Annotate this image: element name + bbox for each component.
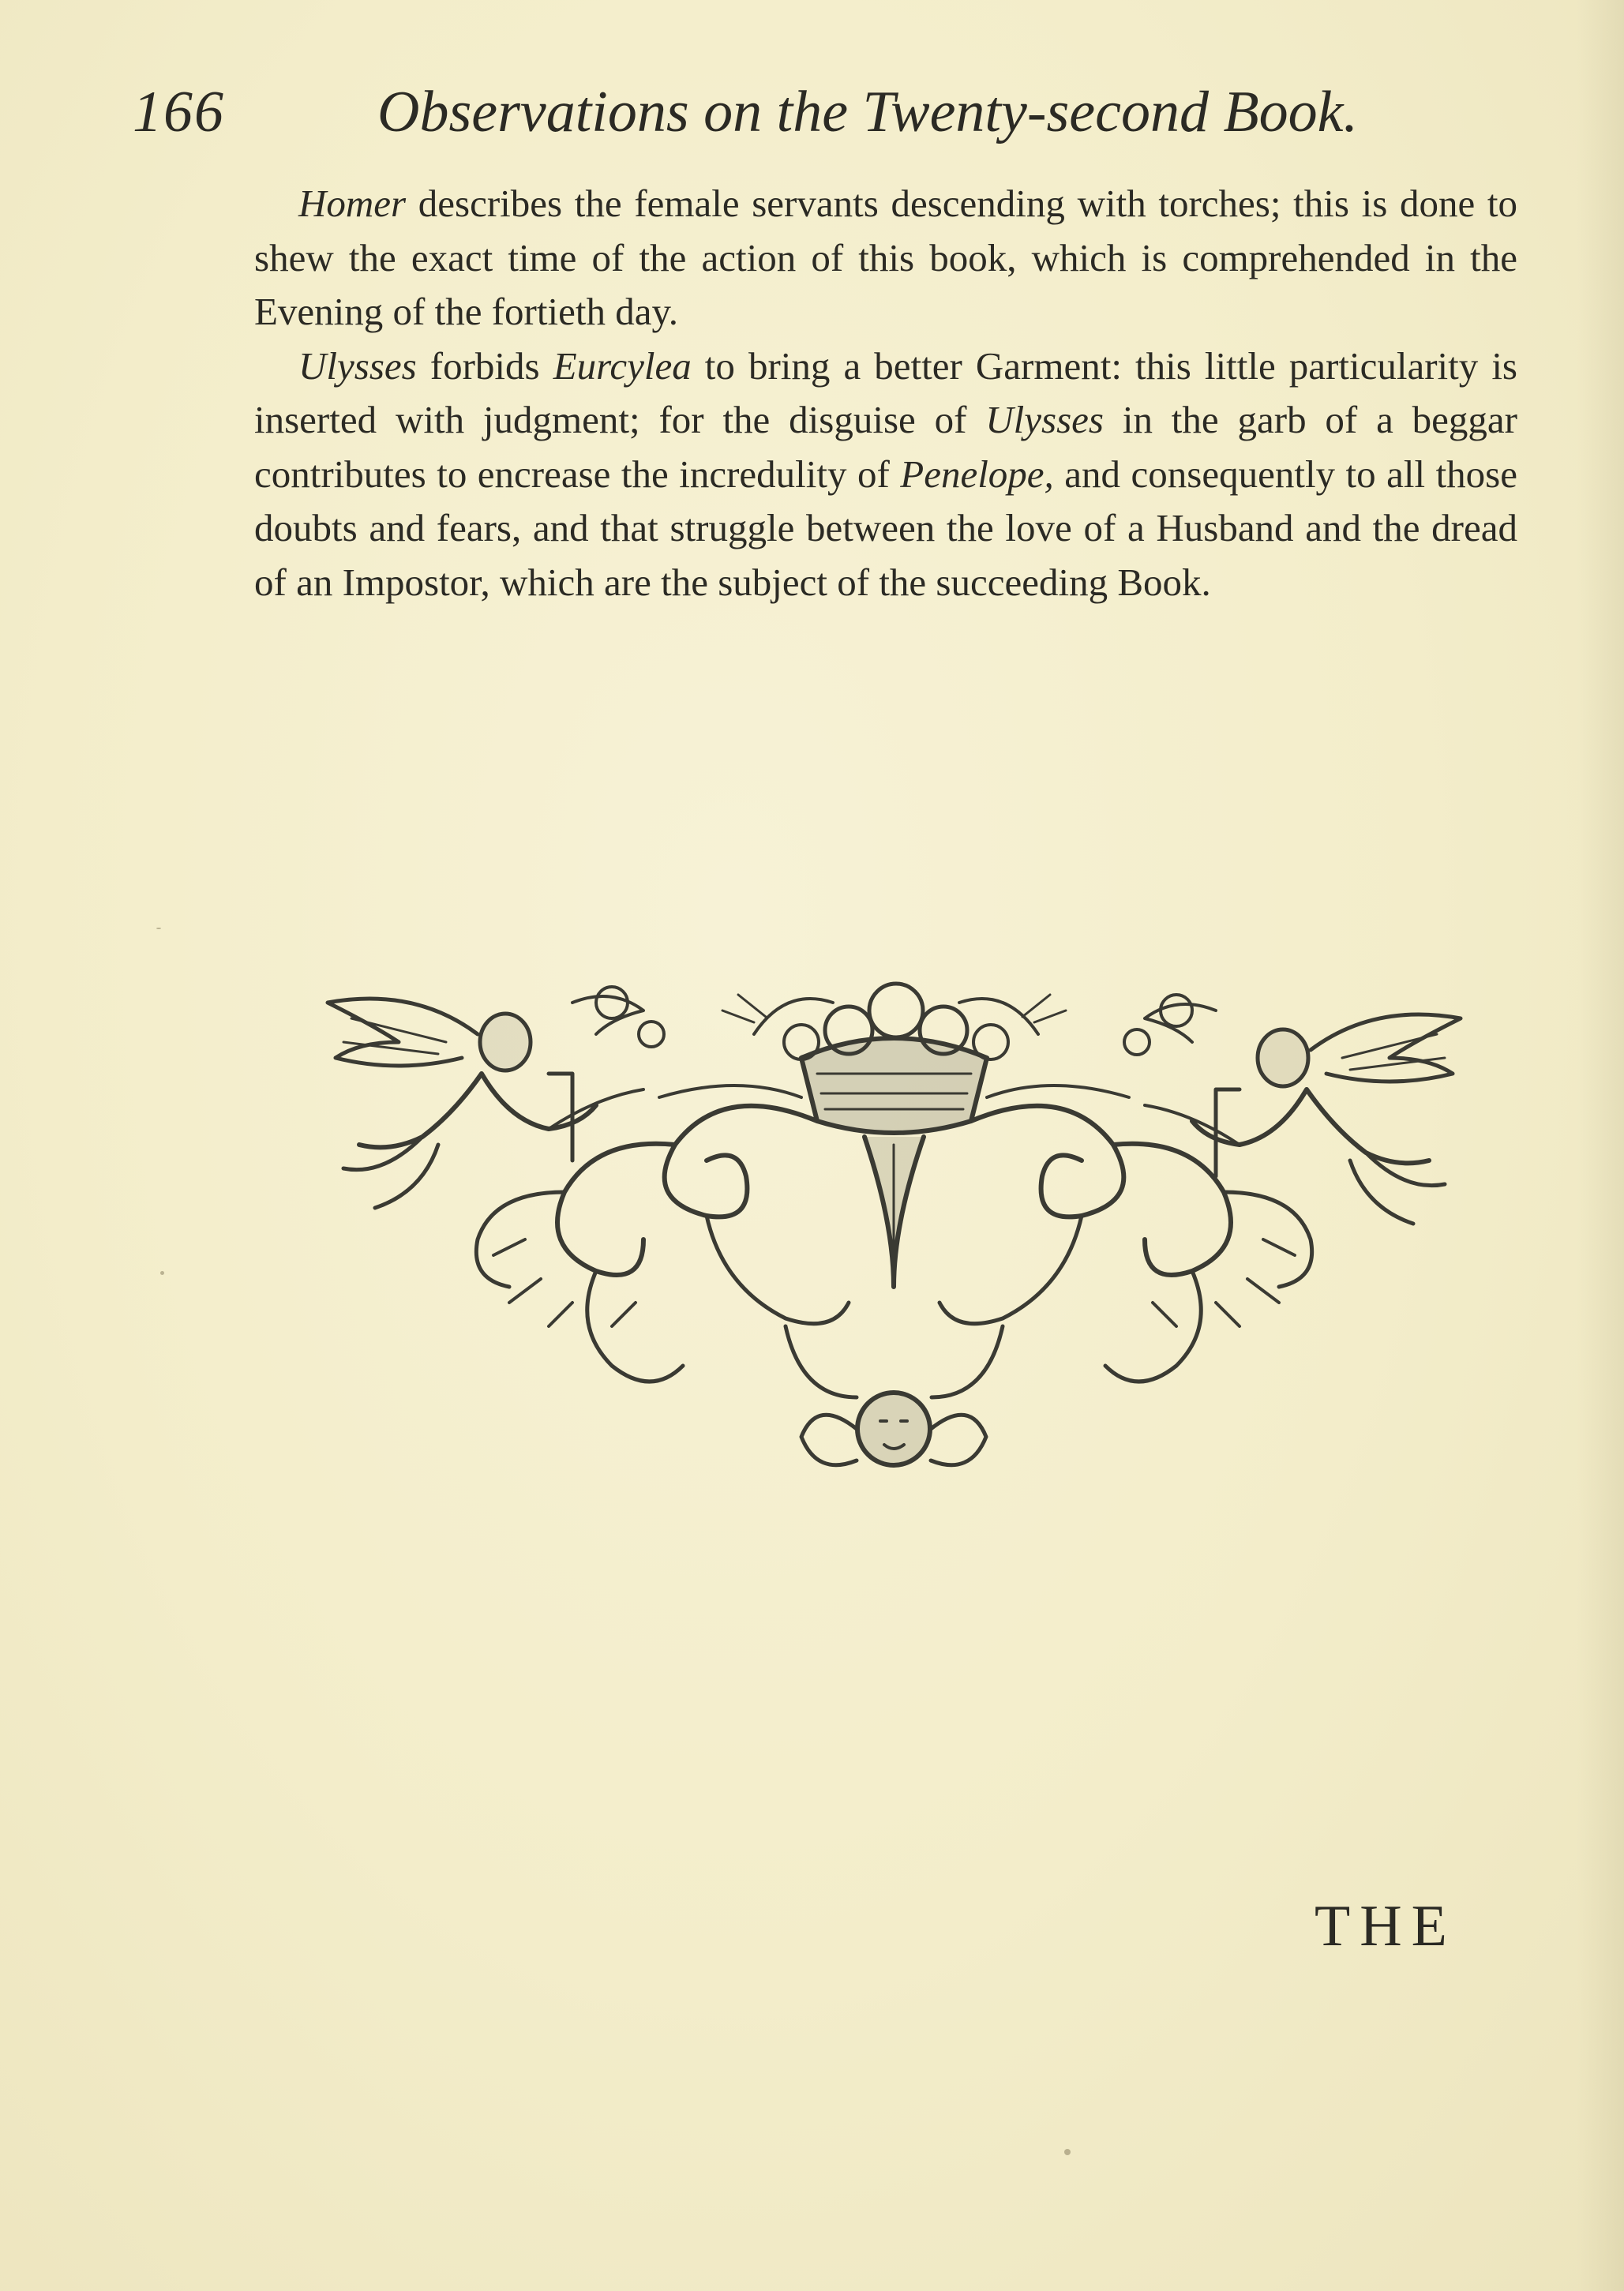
page-edge-shadow (1577, 0, 1624, 2291)
italic-name: Penelope, (900, 452, 1054, 496)
page-header (126, 79, 1390, 158)
italic-name: Homer (298, 182, 407, 225)
italic-name: Ulysses (298, 343, 417, 388)
text-run: forbids (416, 343, 553, 388)
paper-speck (156, 928, 161, 929)
italic-name: Eurcylea (553, 343, 692, 388)
italic-name: Ulysses (985, 398, 1104, 441)
paper-speck (1064, 2149, 1071, 2155)
text-run: in the garb of a beggar contributes to encrease the incredulity of (254, 398, 1517, 496)
running-head: Observations on the Twenty-second Book. (377, 80, 1358, 144)
text-run: and consequently to all those doubts and fears, and that struggle between the love of a Husband and the dread of an Impostor, which are the subject of the succeeding Book. (254, 452, 1517, 604)
paragraph-1 (254, 177, 1517, 339)
text-run: describes the female servants descending with torches; this is done to shew the exact time of the action of this book, which is comprehended in the Evening of the fortieth day. (254, 182, 1517, 333)
paragraph-2 (254, 339, 1517, 610)
paper-speck (160, 1271, 164, 1275)
cherub-vase-fleuron-icon (312, 955, 1476, 1508)
body-text (254, 177, 1517, 609)
page-number: 166 (133, 80, 225, 144)
catchword: THE (1315, 1894, 1457, 1959)
text-run: to bring a better Garment: this little particularity is inserted with judgment; for the disguise of (254, 343, 1517, 441)
